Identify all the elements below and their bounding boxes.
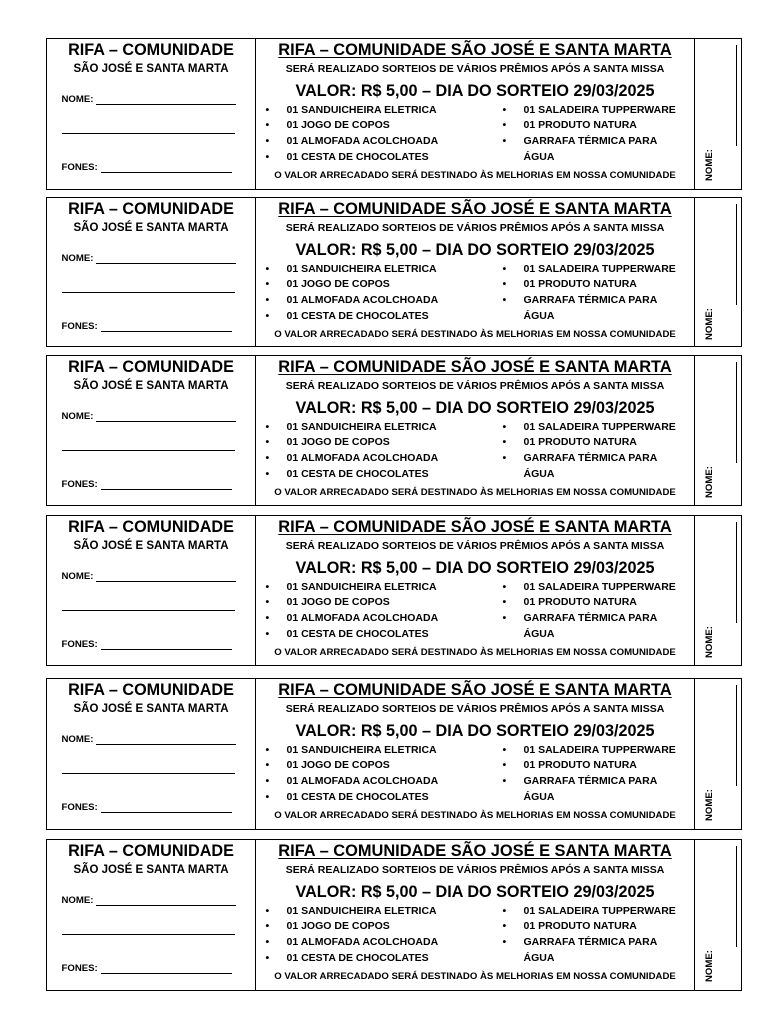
prize-list-left [287,420,487,482]
stub-phone-blank-line [101,638,232,651]
stub-subtitle: SÃO JOSÉ E SANTA MARTA [73,863,229,876]
ticket-main [256,679,694,829]
ticket-footer: O VALOR ARRECADADO SERÁ DESTINADO ÀS MELHORIAS EM NOSSA COMUNIDADE [274,646,676,658]
stub-title: RIFA – COMUNIDADE [68,842,234,860]
prize-item: • GARRAFA TÉRMICA PARA ÁGUA [524,774,682,805]
prize-item: • 01 PRODUTO NATURA [524,595,682,611]
stub-extra-blank-line [62,450,235,451]
prize-item: • 01 CESTA DE CHOCOLATES [287,627,487,643]
prize-item: • 01 SANDUICHEIRA ELETRICA [287,743,487,759]
prize-item: • 01 ALMOFADA ACOLCHOADA [287,134,487,150]
stub-name-blank-line [96,733,235,746]
ticket-title: RIFA – COMUNIDADE SÃO JOSÉ E SANTA MARTA [278,680,672,699]
side-name-field [704,204,737,340]
stub-name-field [62,894,236,908]
ticket-stub [47,516,256,665]
stub-phone-label: FONES: [61,478,98,490]
prize-item: • 01 SANDUICHEIRA ELETRICA [287,904,487,920]
stub-name-field [62,410,236,424]
stub-extra-blank-line [62,773,235,774]
stub-name-label: NOME: [61,252,94,264]
stub-phone-blank-line [101,801,232,814]
raffle-ticket [46,839,742,991]
stub-phone-field [62,638,232,652]
raffle-ticket [46,515,742,666]
ticket-subtitle: SERÁ REALIZADO SORTEIOS DE VÁRIOS PRÊMIOS APÓS A SANTA MISSA [285,703,665,715]
stub-name-label: NOME: [61,93,94,105]
ticket-stub [47,840,256,990]
raffle-ticket [46,197,742,347]
ticket-footer: O VALOR ARRECADADO SERÁ DESTINADO ÀS MELHORIAS EM NOSSA COMUNIDADE [274,486,676,498]
stub-name-blank-line [96,410,235,423]
prize-list-left [287,904,487,966]
prize-item: • GARRAFA TÉRMICA PARA ÁGUA [524,293,682,324]
prize-item: • 01 PRODUTO NATURA [524,758,682,774]
stub-extra-blank-line [62,610,235,611]
raffle-ticket [46,38,742,190]
stub-phone-blank-line [101,962,232,975]
side-name-label: NOME: [704,149,715,181]
stub-phone-field [62,478,232,492]
ticket-subtitle: SERÁ REALIZADO SORTEIOS DE VÁRIOS PRÊMIOS APÓS A SANTA MISSA [285,222,665,234]
ticket-price-line: VALOR: R$ 5,00 – DIA DO SORTEIO 29/03/2025 [295,398,655,417]
prize-item: • 01 SANDUICHEIRA ELETRICA [287,580,487,596]
prize-item: • 01 JOGO DE COPOS [287,919,487,935]
prize-list-right [524,262,682,324]
ticket-stub [47,39,256,189]
ticket-side-strip [694,39,741,189]
prize-item: • GARRAFA TÉRMICA PARA ÁGUA [524,611,682,642]
ticket-footer: O VALOR ARRECADADO SERÁ DESTINADO ÀS MELHORIAS EM NOSSA COMUNIDADE [274,328,676,340]
prize-item: • 01 ALMOFADA ACOLCHOADA [287,611,487,627]
stub-name-field [62,570,236,584]
ticket-side-strip [694,679,741,829]
ticket-title: RIFA – COMUNIDADE SÃO JOSÉ E SANTA MARTA [278,40,672,59]
ticket-title: RIFA – COMUNIDADE SÃO JOSÉ E SANTA MARTA [278,517,672,536]
prize-list-left [287,580,487,642]
side-name-field [704,685,737,821]
prize-list-left [287,262,487,324]
side-name-label: NOME: [704,308,715,340]
stub-subtitle: SÃO JOSÉ E SANTA MARTA [73,62,229,75]
stub-phone-blank-line [101,478,232,491]
stub-title: RIFA – COMUNIDADE [68,358,234,376]
ticket-side-strip [694,516,741,665]
stub-phone-field [62,161,232,175]
ticket-footer: O VALOR ARRECADADO SERÁ DESTINADO ÀS MELHORIAS EM NOSSA COMUNIDADE [274,809,676,821]
stub-extra-blank-line [62,133,235,134]
ticket-price-line: VALOR: R$ 5,00 – DIA DO SORTEIO 29/03/2025 [295,81,655,100]
stub-subtitle: SÃO JOSÉ E SANTA MARTA [73,221,229,234]
stub-name-blank-line [96,93,235,106]
ticket-footer: O VALOR ARRECADADO SERÁ DESTINADO ÀS MELHORIAS EM NOSSA COMUNIDADE [274,169,676,181]
side-name-field [704,45,737,181]
stub-phone-label: FONES: [61,320,98,332]
prize-item: • 01 SALADEIRA TUPPERWARE [524,904,682,920]
stub-phone-label: FONES: [61,161,98,173]
raffle-ticket [46,678,742,830]
prize-item: • 01 CESTA DE CHOCOLATES [287,951,487,967]
prize-item: • 01 ALMOFADA ACOLCHOADA [287,293,487,309]
stub-subtitle: SÃO JOSÉ E SANTA MARTA [73,702,229,715]
prize-item: • 01 SALADEIRA TUPPERWARE [524,580,682,596]
prize-item: • 01 CESTA DE CHOCOLATES [287,790,487,806]
prize-list-left [287,743,487,805]
prize-list-right [524,103,682,165]
stub-name-field [62,733,236,747]
stub-extra-blank-line [62,934,235,935]
side-name-label: NOME: [704,789,715,821]
ticket-stub [47,679,256,829]
prize-item: • GARRAFA TÉRMICA PARA ÁGUA [524,935,682,966]
side-name-blank-line [704,522,737,623]
ticket-main [256,516,694,665]
side-name-field [704,846,737,982]
prize-list-left [287,103,487,165]
stub-name-label: NOME: [61,410,94,422]
ticket-subtitle: SERÁ REALIZADO SORTEIOS DE VÁRIOS PRÊMIOS APÓS A SANTA MISSA [285,540,665,552]
stub-phone-field [62,320,232,334]
stub-phone-blank-line [101,161,232,174]
ticket-stub [47,356,256,505]
prize-list-right [524,580,682,642]
stub-phone-label: FONES: [61,962,98,974]
ticket-title: RIFA – COMUNIDADE SÃO JOSÉ E SANTA MARTA [278,841,672,860]
stub-title: RIFA – COMUNIDADE [68,681,234,699]
stub-name-blank-line [96,570,235,583]
prize-item: • GARRAFA TÉRMICA PARA ÁGUA [524,134,682,165]
side-name-label: NOME: [704,950,715,982]
ticket-price-line: VALOR: R$ 5,00 – DIA DO SORTEIO 29/03/2025 [295,240,655,259]
stub-name-field [62,252,236,266]
ticket-stub [47,198,256,346]
stub-name-label: NOME: [61,570,94,582]
stub-name-label: NOME: [61,894,94,906]
stub-phone-label: FONES: [61,638,98,650]
side-name-blank-line [704,204,737,305]
stub-title: RIFA – COMUNIDADE [68,200,234,218]
ticket-main [256,356,694,505]
side-name-field [704,522,737,658]
stub-name-field [62,93,236,107]
stub-extra-blank-line [62,292,235,293]
prize-item: • 01 CESTA DE CHOCOLATES [287,150,487,166]
prize-item: • 01 SALADEIRA TUPPERWARE [524,262,682,278]
prize-item: • 01 SANDUICHEIRA ELETRICA [287,103,487,119]
ticket-side-strip [694,198,741,346]
stub-name-blank-line [96,252,235,265]
stub-subtitle: SÃO JOSÉ E SANTA MARTA [73,379,229,392]
prize-item: • 01 CESTA DE CHOCOLATES [287,467,487,483]
prize-item: • 01 ALMOFADA ACOLCHOADA [287,451,487,467]
stub-name-label: NOME: [61,733,94,745]
prize-item: • 01 JOGO DE COPOS [287,758,487,774]
prize-item: • GARRAFA TÉRMICA PARA ÁGUA [524,451,682,482]
prize-item: • 01 PRODUTO NATURA [524,118,682,134]
prize-item: • 01 JOGO DE COPOS [287,118,487,134]
stub-name-blank-line [96,894,235,907]
stub-phone-field [62,962,232,976]
stub-phone-field [62,801,232,815]
prize-item: • 01 SANDUICHEIRA ELETRICA [287,262,487,278]
ticket-title: RIFA – COMUNIDADE SÃO JOSÉ E SANTA MARTA [278,357,672,376]
ticket-footer: O VALOR ARRECADADO SERÁ DESTINADO ÀS MELHORIAS EM NOSSA COMUNIDADE [274,970,676,982]
prize-item: • 01 JOGO DE COPOS [287,277,487,293]
prize-item: • 01 PRODUTO NATURA [524,919,682,935]
ticket-subtitle: SERÁ REALIZADO SORTEIOS DE VÁRIOS PRÊMIOS APÓS A SANTA MISSA [285,864,665,876]
stub-phone-label: FONES: [61,801,98,813]
side-name-label: NOME: [704,626,715,658]
ticket-main [256,39,694,189]
prize-list-right [524,420,682,482]
prize-item: • 01 SANDUICHEIRA ELETRICA [287,420,487,436]
prize-list-right [524,743,682,805]
prize-item: • 01 JOGO DE COPOS [287,595,487,611]
prize-item: • 01 CESTA DE CHOCOLATES [287,309,487,325]
stub-subtitle: SÃO JOSÉ E SANTA MARTA [73,539,229,552]
prize-list-right [524,904,682,966]
stub-phone-blank-line [101,320,232,333]
ticket-price-line: VALOR: R$ 5,00 – DIA DO SORTEIO 29/03/2025 [295,558,655,577]
ticket-price-line: VALOR: R$ 5,00 – DIA DO SORTEIO 29/03/2025 [295,721,655,740]
stub-title: RIFA – COMUNIDADE [68,518,234,536]
ticket-title: RIFA – COMUNIDADE SÃO JOSÉ E SANTA MARTA [278,199,672,218]
stub-title: RIFA – COMUNIDADE [68,41,234,59]
prize-item: • 01 SALADEIRA TUPPERWARE [524,103,682,119]
ticket-main [256,840,694,990]
prize-item: • 01 PRODUTO NATURA [524,435,682,451]
side-name-blank-line [704,362,737,463]
prize-item: • 01 SALADEIRA TUPPERWARE [524,743,682,759]
ticket-subtitle: SERÁ REALIZADO SORTEIOS DE VÁRIOS PRÊMIOS APÓS A SANTA MISSA [285,380,665,392]
raffle-ticket [46,355,742,506]
prize-item: • 01 ALMOFADA ACOLCHOADA [287,774,487,790]
ticket-main [256,198,694,346]
side-name-blank-line [704,846,737,947]
ticket-price-line: VALOR: R$ 5,00 – DIA DO SORTEIO 29/03/2025 [295,882,655,901]
prize-item: • 01 JOGO DE COPOS [287,435,487,451]
ticket-side-strip [694,356,741,505]
side-name-blank-line [704,45,737,146]
side-name-label: NOME: [704,466,715,498]
side-name-field [704,362,737,498]
prize-item: • 01 PRODUTO NATURA [524,277,682,293]
ticket-side-strip [694,840,741,990]
prize-item: • 01 SALADEIRA TUPPERWARE [524,420,682,436]
side-name-blank-line [704,685,737,786]
prize-item: • 01 ALMOFADA ACOLCHOADA [287,935,487,951]
ticket-subtitle: SERÁ REALIZADO SORTEIOS DE VÁRIOS PRÊMIOS APÓS A SANTA MISSA [285,63,665,75]
